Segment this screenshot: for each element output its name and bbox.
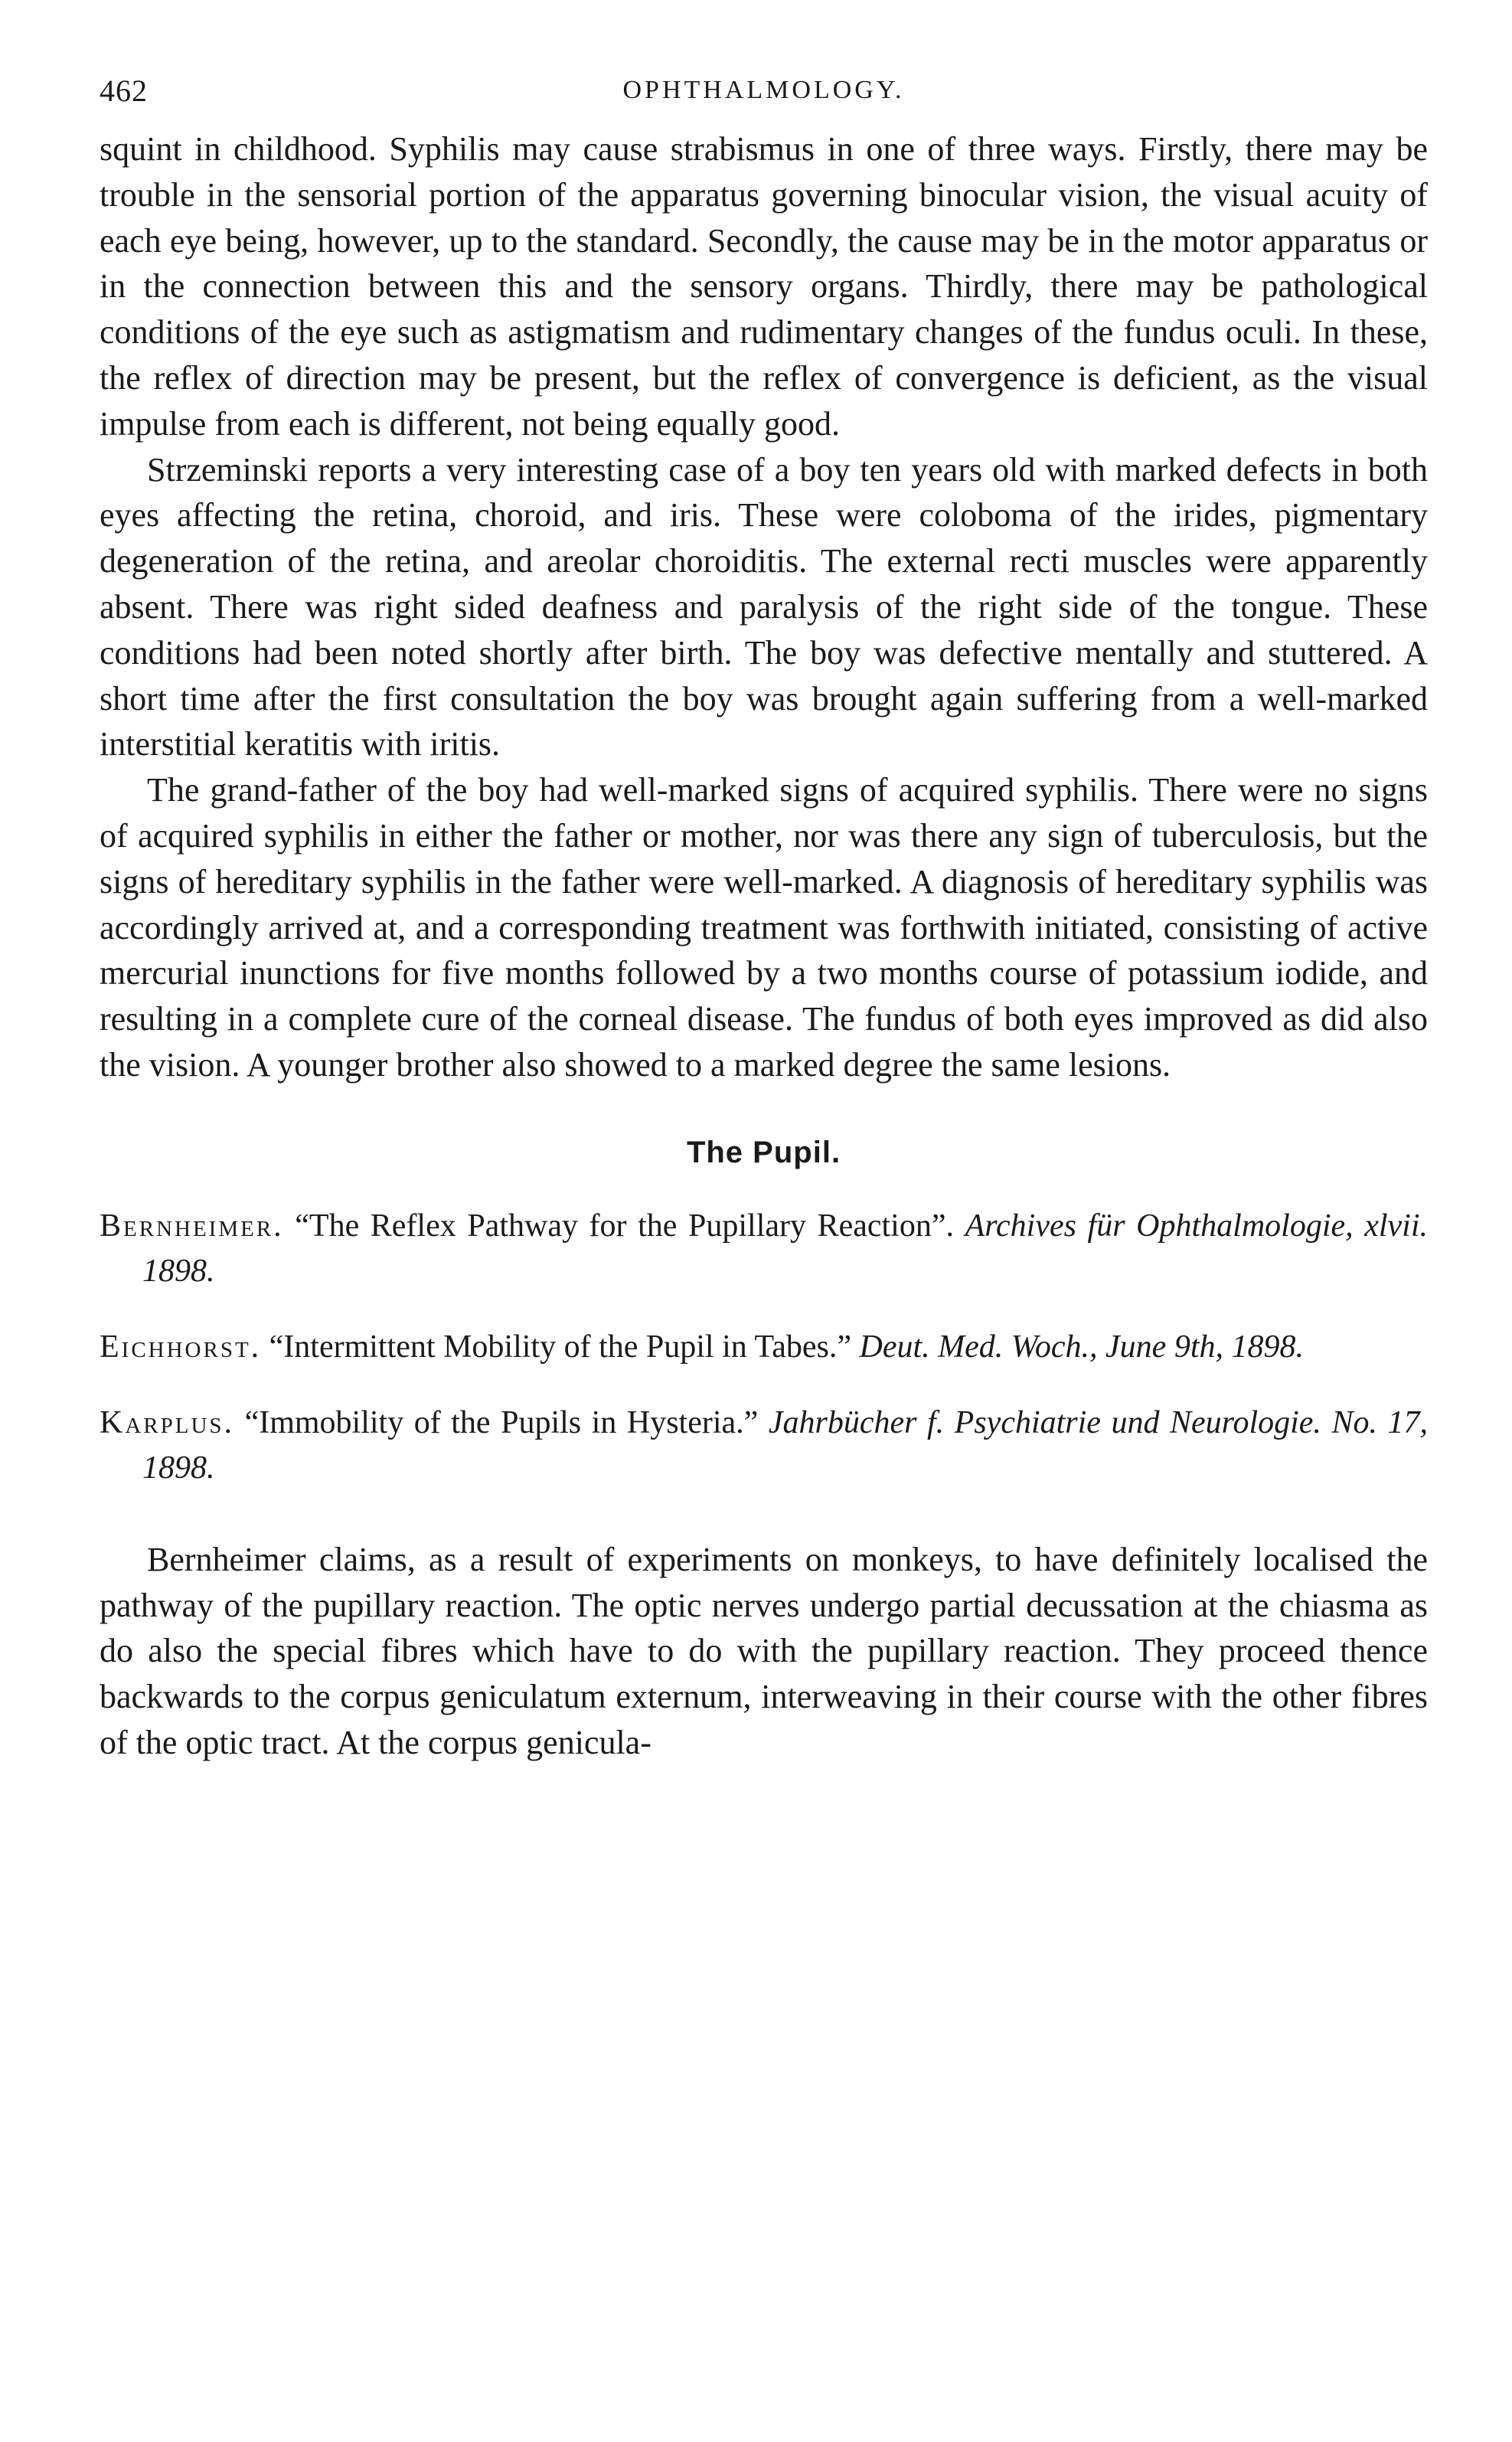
paragraph-bernheimer-claims: Bernheimer claims, as a result of experiments on monkeys, to have definitely localised the pathway of the pupillary reaction. The optic nerves undergo partial decussation at the chiasma as do also the special fibres which have to do with the pupillary reaction. They proceed thence backwards to the corpus geniculatum externum, interweaving in their course with the other fibres of the optic tract. At the corpus genicula-: [100, 1540, 1428, 1761]
reference-source: Jahrbücher f. Psychiatrie und Neurologie. No. 17, 1898.: [142, 1404, 1429, 1486]
reference-entry: [100, 1325, 1428, 1370]
reference-author: Eichhorst.: [100, 1329, 262, 1365]
reference-author: Bernheimer.: [100, 1208, 284, 1244]
reference-entry: [100, 1401, 1428, 1491]
running-title: OPHTHALMOLOGY.: [622, 76, 905, 104]
page-number: 462: [100, 74, 148, 108]
book-page: [100, 73, 1428, 1766]
paragraph-strabismus: squint in childhood. Syphilis may cause strabismus in one of three ways. Firstly, there may be trouble in the sensorial portion of the apparatus governing binocular vision, the visual acuity of each eye being, however, up to the standard. Secondly, the cause may be in the motor apparatus or in the connection between this and the sensory organs. Thirdly, there may be pathological conditions of the eye such as astigmatism and rudimentary changes of the fundus oculi. In these, the reflex of direction may be present, but the reflex of convergence is deficient, as the visual impulse from each is different, not being equally good.: [100, 130, 1428, 443]
reference-list: [100, 1204, 1428, 1491]
reference-entry: [100, 1204, 1428, 1294]
section-heading: The Pupil.: [686, 1135, 841, 1169]
reference-title: “Immobility of the Pupils in Hysteria.”: [244, 1404, 759, 1440]
paragraph-strzeminski-case: Strzeminski reports a very interesting case of a boy ten years old with marked defects in both eyes affecting the retina, choroid, and iris. These were coloboma of the irides, pigmentary degeneration of the retina, and areolar choroiditis. The external recti muscles were apparently absent. There was right sided deafness and paralysis of the right side of the tongue. These conditions had been noted shortly after birth. The boy was defective mentally and stuttered. A short time after the first consultation the boy was brought again suffering from a well-marked interstitial keratitis with iritis.: [100, 450, 1428, 763]
reference-source: Deut. Med. Woch., June 9th, 1898.: [859, 1329, 1304, 1365]
reference-title: “Intermittent Mobility of the Pupil in Tabes.”: [269, 1329, 851, 1365]
reference-author: Karplus.: [100, 1404, 235, 1440]
reference-source: Archives für Ophthalmologie, xlvii. 1898.: [142, 1208, 1429, 1289]
running-head: [100, 73, 1428, 126]
paragraph-hereditary-syphilis: The grand-father of the boy had well-marked signs of acquired syphilis. There were no signs of acquired syphilis in either the father or mother, nor was there any sign of tuberculosis, but the signs of hereditary syphilis in the father were well-marked. A diagnosis of hereditary syphilis was accordingly arrived at, and a corresponding treatment was forthwith initiated, consisting of active mercurial inunctions for five months followed by a two months course of potassium iodide, and resulting in a complete cure of the corneal disease. The fundus of both eyes improved as did also the vision. A younger brother also showed to a marked degree the same lesions.: [100, 771, 1428, 1084]
reference-title: “The Reflex Pathway for the Pupillary Reaction”.: [295, 1208, 954, 1244]
